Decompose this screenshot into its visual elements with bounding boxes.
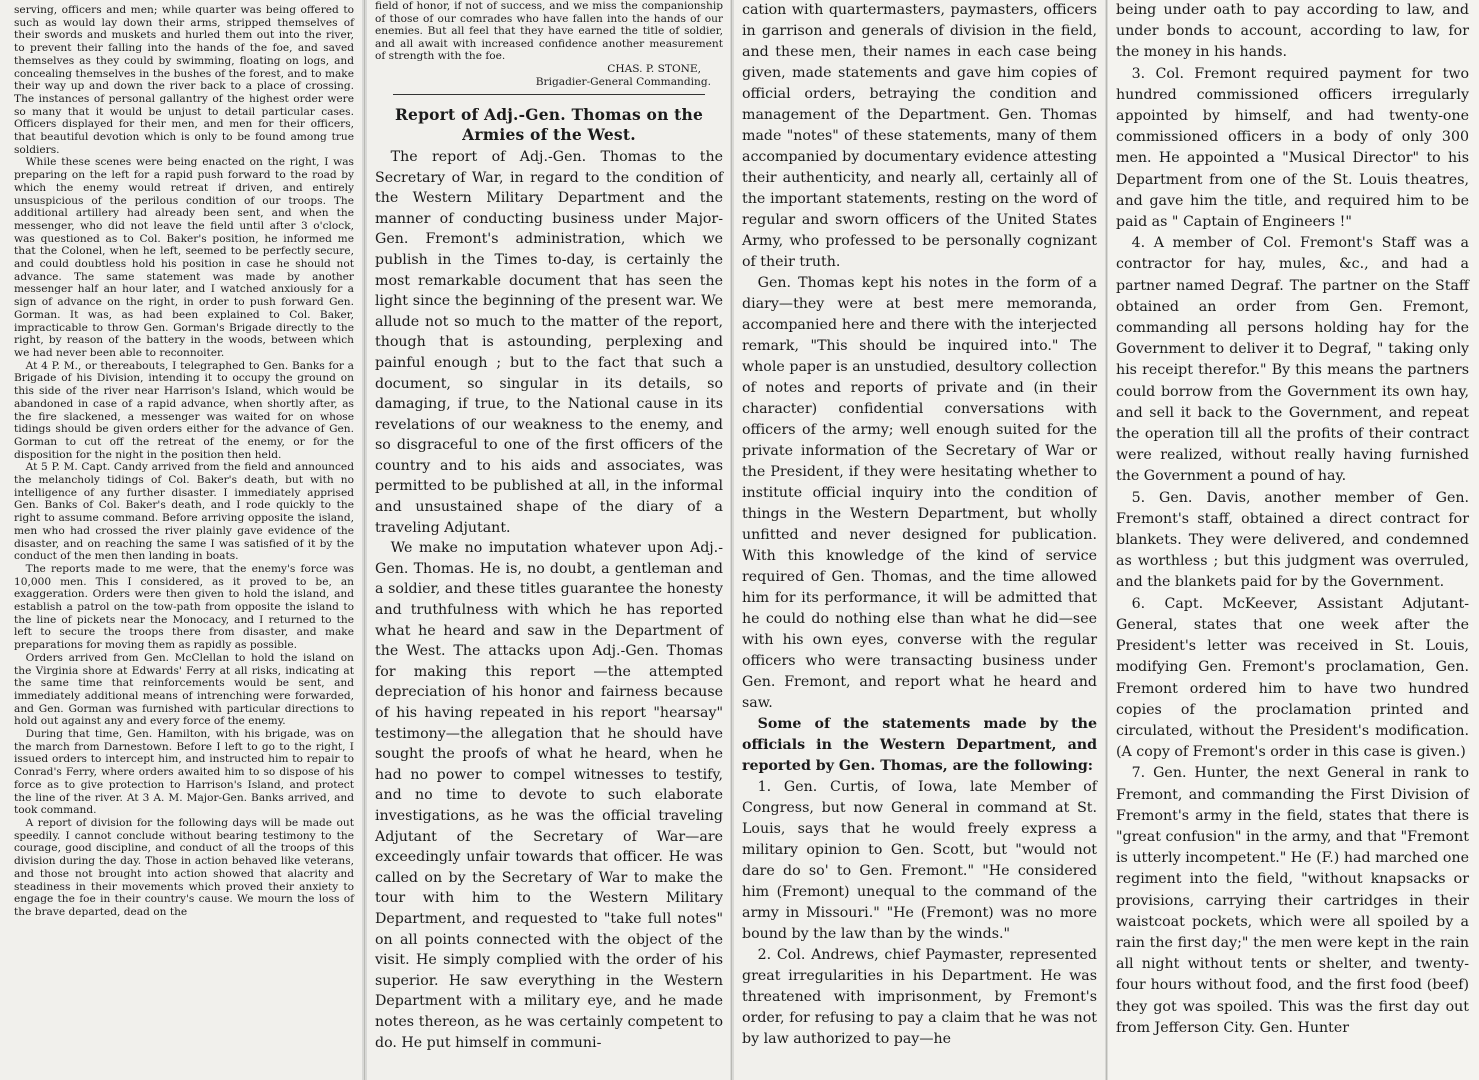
col1-paragraph-8: A report of division for the following days will be made out speedily. I cannot conclude without bearing testimony to the courage, good discipline, and conduct of all the troops of this division during the day. Those in action behaved like veterans, and those not brought into action showed that alacrity and steadiness in their movements which proved their anxiety to engage the foe in their country's cause. We mourn the loss of the brave departed, dead on the	[14, 817, 354, 918]
col2-paragraph-1: The report of Adj.-Gen. Thomas to the Secretary of War, in regard to the condition of the Western Military Department and the manner of conducting business under Major-Gen. Fremont's administration, which we publish in the Times to-day, is certainly the most remarkable document that has seen the light since the beginning of the present war. We allude not so much to the matter of the report, though that is astounding, perplexing and painful enough ; but to the fact that such a document, so singular in its details, so damaging, if true, to the National cause in its revelations of our weakness to the enemy, and so disgraceful to one of the first officers of the country and to his aids and associates, was permitted to be published at all, in the informal and unsustained shape of the diary of a traveling Adjutant.	[375, 148, 723, 536]
column-4	[1108, 0, 1479, 1080]
col4-paragraph-6: 7. Gen. Hunter, the next General in rank to Fremont, and commanding the First Division of Fremont's army in the field, states that there is "great confusion" in the army, and that "Fremont is utterly incompetent." He (F.) had marched one regiment into the field, "without knapsacks or provisions, carrying their cartridges in their waistcoat pockets, which were all spoiled by a rain the first day;" the men were kept in the rain all night without tents or shelter, and twenty-four hours without food, and the first food (beef) they got was spoiled. This was the first day out from Jefferson City. Gen. Hunter	[1116, 765, 1469, 1036]
col1-paragraph-6: Orders arrived from Gen. McClellan to hold the island on the Virginia shore at Edwards' Ferry at all risks, indicating at the same time that reinforcements would be sent, and immediately additional means of intrenching were forwarded, and Gen. Gorman was furnished with particular directions to hold out against any and every force of the enemy.	[14, 651, 354, 728]
column-divider	[1106, 0, 1107, 1080]
col4-paragraph-2: 3. Col. Fremont required payment for two hundred commissioned officers irregularly appointed by himself, and had twenty-one commissioned officers in a body of only 300 men. He appointed a "Musical Director" to his Department from one of the St. Louis theatres, and gave him the title, and required him to be paid as " Captain of Engineers !"	[1116, 65, 1469, 231]
col4-paragraph-1: being under oath to pay according to law, and under bonds to account, according to law, for the money in his hands.	[1116, 2, 1469, 61]
section-rule	[393, 94, 705, 95]
signature-name: CHAS. P. STONE,	[607, 62, 701, 75]
col3-paragraph-5: 2. Col. Andrews, chief Paymaster, represented great irregularities in his Department. He was threatened with imprisonment, by Fremont's order, for refusing to pay a claim that he was not by law authorized to pay—he	[742, 947, 1097, 1047]
column-divider	[731, 0, 732, 1080]
col3-paragraph-2: Gen. Thomas kept his notes in the form of a diary—they were at best mere memoranda, accompanied here and there with the interjected remark, "This should be inquired into." The whole paper is an unstudied, desultory collection of notes and reports of private and (in their character) confidential conversations with officers of the army; well enough suited for the private information of the Secretary of War or the President, if they were hesitating whether to institute official inquiry into the condition of things in the Western Department, but wholly unfitted and never designed for publication. With this knowledge of the kind of service required of Gen. Thomas, and the time allowed him for its performance, it will be admitted that he could do nothing else than what he did—see with his own eyes, converse with the regular officers who were transacting business under Gen. Fremont, and report what he heard and saw.	[742, 275, 1097, 711]
column-2	[367, 0, 730, 1080]
col3-paragraph-3: Some of the statements made by the officials in the Western Department, and reported by Gen. Thomas, are the following:	[742, 716, 1097, 774]
col3-paragraph-1: cation with quartermasters, paymasters, officers in garrison and generals of division in the field, and these men, their names in each case being given, made statements and gave him copies of official orders, betraying the condition and management of the Department. Gen. Thomas made "notes" of these statements, many of them accompanied by documentary evidence attesting their authenticity, and nearly all, certainly all of the important statements, resting on the word of regular and sworn officers of the United States Army, who professed to be personally cognizant of their truth.	[742, 2, 1097, 270]
col2-paragraph-2: We make no imputation whatever upon Adj.-Gen. Thomas. He is, no doubt, a gentleman and a soldier, and these titles guarantee the honesty and truthfulness with which he has reported what he heard and saw in the Department of the West. The attacks upon Adj.-Gen. Thomas for making this report —the attempted depreciation of his honor and fairness because of his having repeated in his report "hearsay" testimony—the allegation that he should have sought the proofs of what he heard, when he had no power to compel witnesses to testify, and no time to devote to such elaborate investigations, as he was the official traveling Adjutant of the Secretary of War—are exceedingly unfair towards that officer. He was called on by the Secretary of War to make the tour with him to the Western Military Department, and requested to "take full notes" on all points connected with the object of the visit. He simply complied with the order of his superior. He saw everything in the Western Department with a military eye, and he made notes thereon, as he was certainly competent to do. He put himself in communi-	[375, 540, 723, 1051]
column-3	[734, 0, 1105, 1080]
column-divider	[364, 0, 365, 1080]
col1-paragraph-7: During that time, Gen. Hamilton, with his brigade, was on the march from Darnestown. Before I left to go to the right, I issued orders to intercept him, and instructed him to repair to Conrad's Ferry, where orders awaited him to so dispose of his force as to give protection to Harrison's Island, and protect the line of the river. At 3 A. M. Major-Gen. Banks arrived, and took command.	[14, 728, 354, 817]
signature-rank: Brigadier-General Commanding.	[535, 75, 711, 88]
col4-paragraph-4: 5. Gen. Davis, another member of Gen. Fremont's staff, obtained a direct contract for blankets. They were delivered, and condemned as worthless ; but this judgment was overruled, and the blankets paid for by the Government.	[1116, 489, 1469, 591]
column-1	[0, 0, 362, 1080]
col2-fragment: field of honor, if not of success, and we miss the companionship of those of our comrades who have fallen into the hands of our enemies. But all feel that they have earned the title of soldier, and all await with increased confidence another measurement of strength with the foe.	[375, 0, 723, 63]
col4-paragraph-3: 4. A member of Col. Fremont's Staff was a contractor for hay, mules, &c., and had a partner named Degraf. The partner on the Staff obtained an order from Gen. Fremont, commanding all persons holding hay for the Government to deliver it to Degraf, " taking only his receipt therefor." By this means the partners could borrow from the Government its own hay, and sell it back to the Government, and repeat the operation till all the profits of their contract were realized, without really having furnished the Government a pound of hay.	[1116, 235, 1469, 485]
col1-paragraph-2: While these scenes were being enacted on the right, I was preparing on the left for a rapid push forward to the road by which the enemy would retreat if driven, and entirely unsuspicious of the perilous condition of our troops. The additional artillery had already been sent, and when the messenger, who did not leave the field until after 3 o'clock, was questioned as to Col. Baker's position, he informed me that the Colonel, when he left, seemed to be perfectly secure, and could doubtless hold his position in case he should not advance. The same statement was made by another messenger half an hour later, and I watched anxiously for a sign of advance on the right, in order to push forward Gen. Gorman. It was, as had been explained to Col. Baker, impracticable to throw Gen. Gorman's Brigade directly to the right, by reason of the battery in the woods, between which we had never been able to reconnoiter.	[14, 156, 354, 359]
col3-paragraph-4: 1. Gen. Curtis, of Iowa, late Member of Congress, but now General in command at St. Louis, says that he would freely express a military opinion to Gen. Scott, but "would not dare do so' to Gen. Fremont." "He considered him (Fremont) unequal to the command of the army in Missouri." "He (Fremont) was no more bound by the law than by the winds."	[742, 779, 1097, 942]
col1-paragraph-5: The reports made to me were, that the enemy's force was 10,000 men. This I considered, as it proved to be, an exaggeration. Orders were then given to hold the island, and establish a patrol on the tow-path from opposite the island to the line of pickets near the Monocacy, and I returned to the left to secure the troops there from disaster, and make preparations for moving them as rapidly as possible.	[14, 562, 354, 652]
col1-paragraph-3: At 4 P. M., or thereabouts, I telegraphed to Gen. Banks for a Brigade of his Division, intending it to occupy the ground on this side of the river near Harrison's Island, which would be abandoned in case of a rapid advance, when shortly after, as the fire slackened, a messenger was waited for on whose tidings should be given orders either for the advance of Gen. Gorman to cut off the retreat of the enemy, or for the disposition for the night in the position then held.	[14, 359, 354, 461]
col1-paragraph-4: At 5 P. M. Capt. Candy arrived from the field and announced the melancholy tidings of Col. Baker's death, but with no intelligence of any further disaster. I immediately apprised Gen. Banks of Col. Baker's death, and I rode quickly to the right to assume command. Before arriving opposite the island, men who had crossed the river plainly gave evidence of the disaster, and on reaching the same I was satisfied of it by the conduct of the men then landing in boats.	[14, 461, 354, 563]
article-headline: Report of Adj.-Gen. Thomas on the Armies of the West.	[394, 104, 704, 144]
col1-paragraph-1: serving, officers and men; while quarter was being offered to such as would lay down their arms, stripped themselves of their swords and muskets and hurled them out into the river, to prevent their falling into the hands of the foe, and saved themselves as they could by swimming, floating on logs, and concealing themselves in the bushes of the forest, and to make their way up and down the river back to a place of crossing. The instances of personal gallantry of the highest order were so many that it would be unjust to detail particular cases. Officers displayed for their men, and men for their officers, that beautiful devotion which is only to be found among true soldiers.	[14, 4, 354, 156]
col4-paragraph-5: 6. Capt. McKeever, Assistant Adjutant-General, states that one week after the President's letter was received in St. Louis, modifying Gen. Fremont's proclamation, Gen. Fremont ordered him to have two hundred copies of the proclamation printed and circulated, without the President's modification. (A copy of Fremont's order in this case is given.)	[1116, 595, 1469, 761]
